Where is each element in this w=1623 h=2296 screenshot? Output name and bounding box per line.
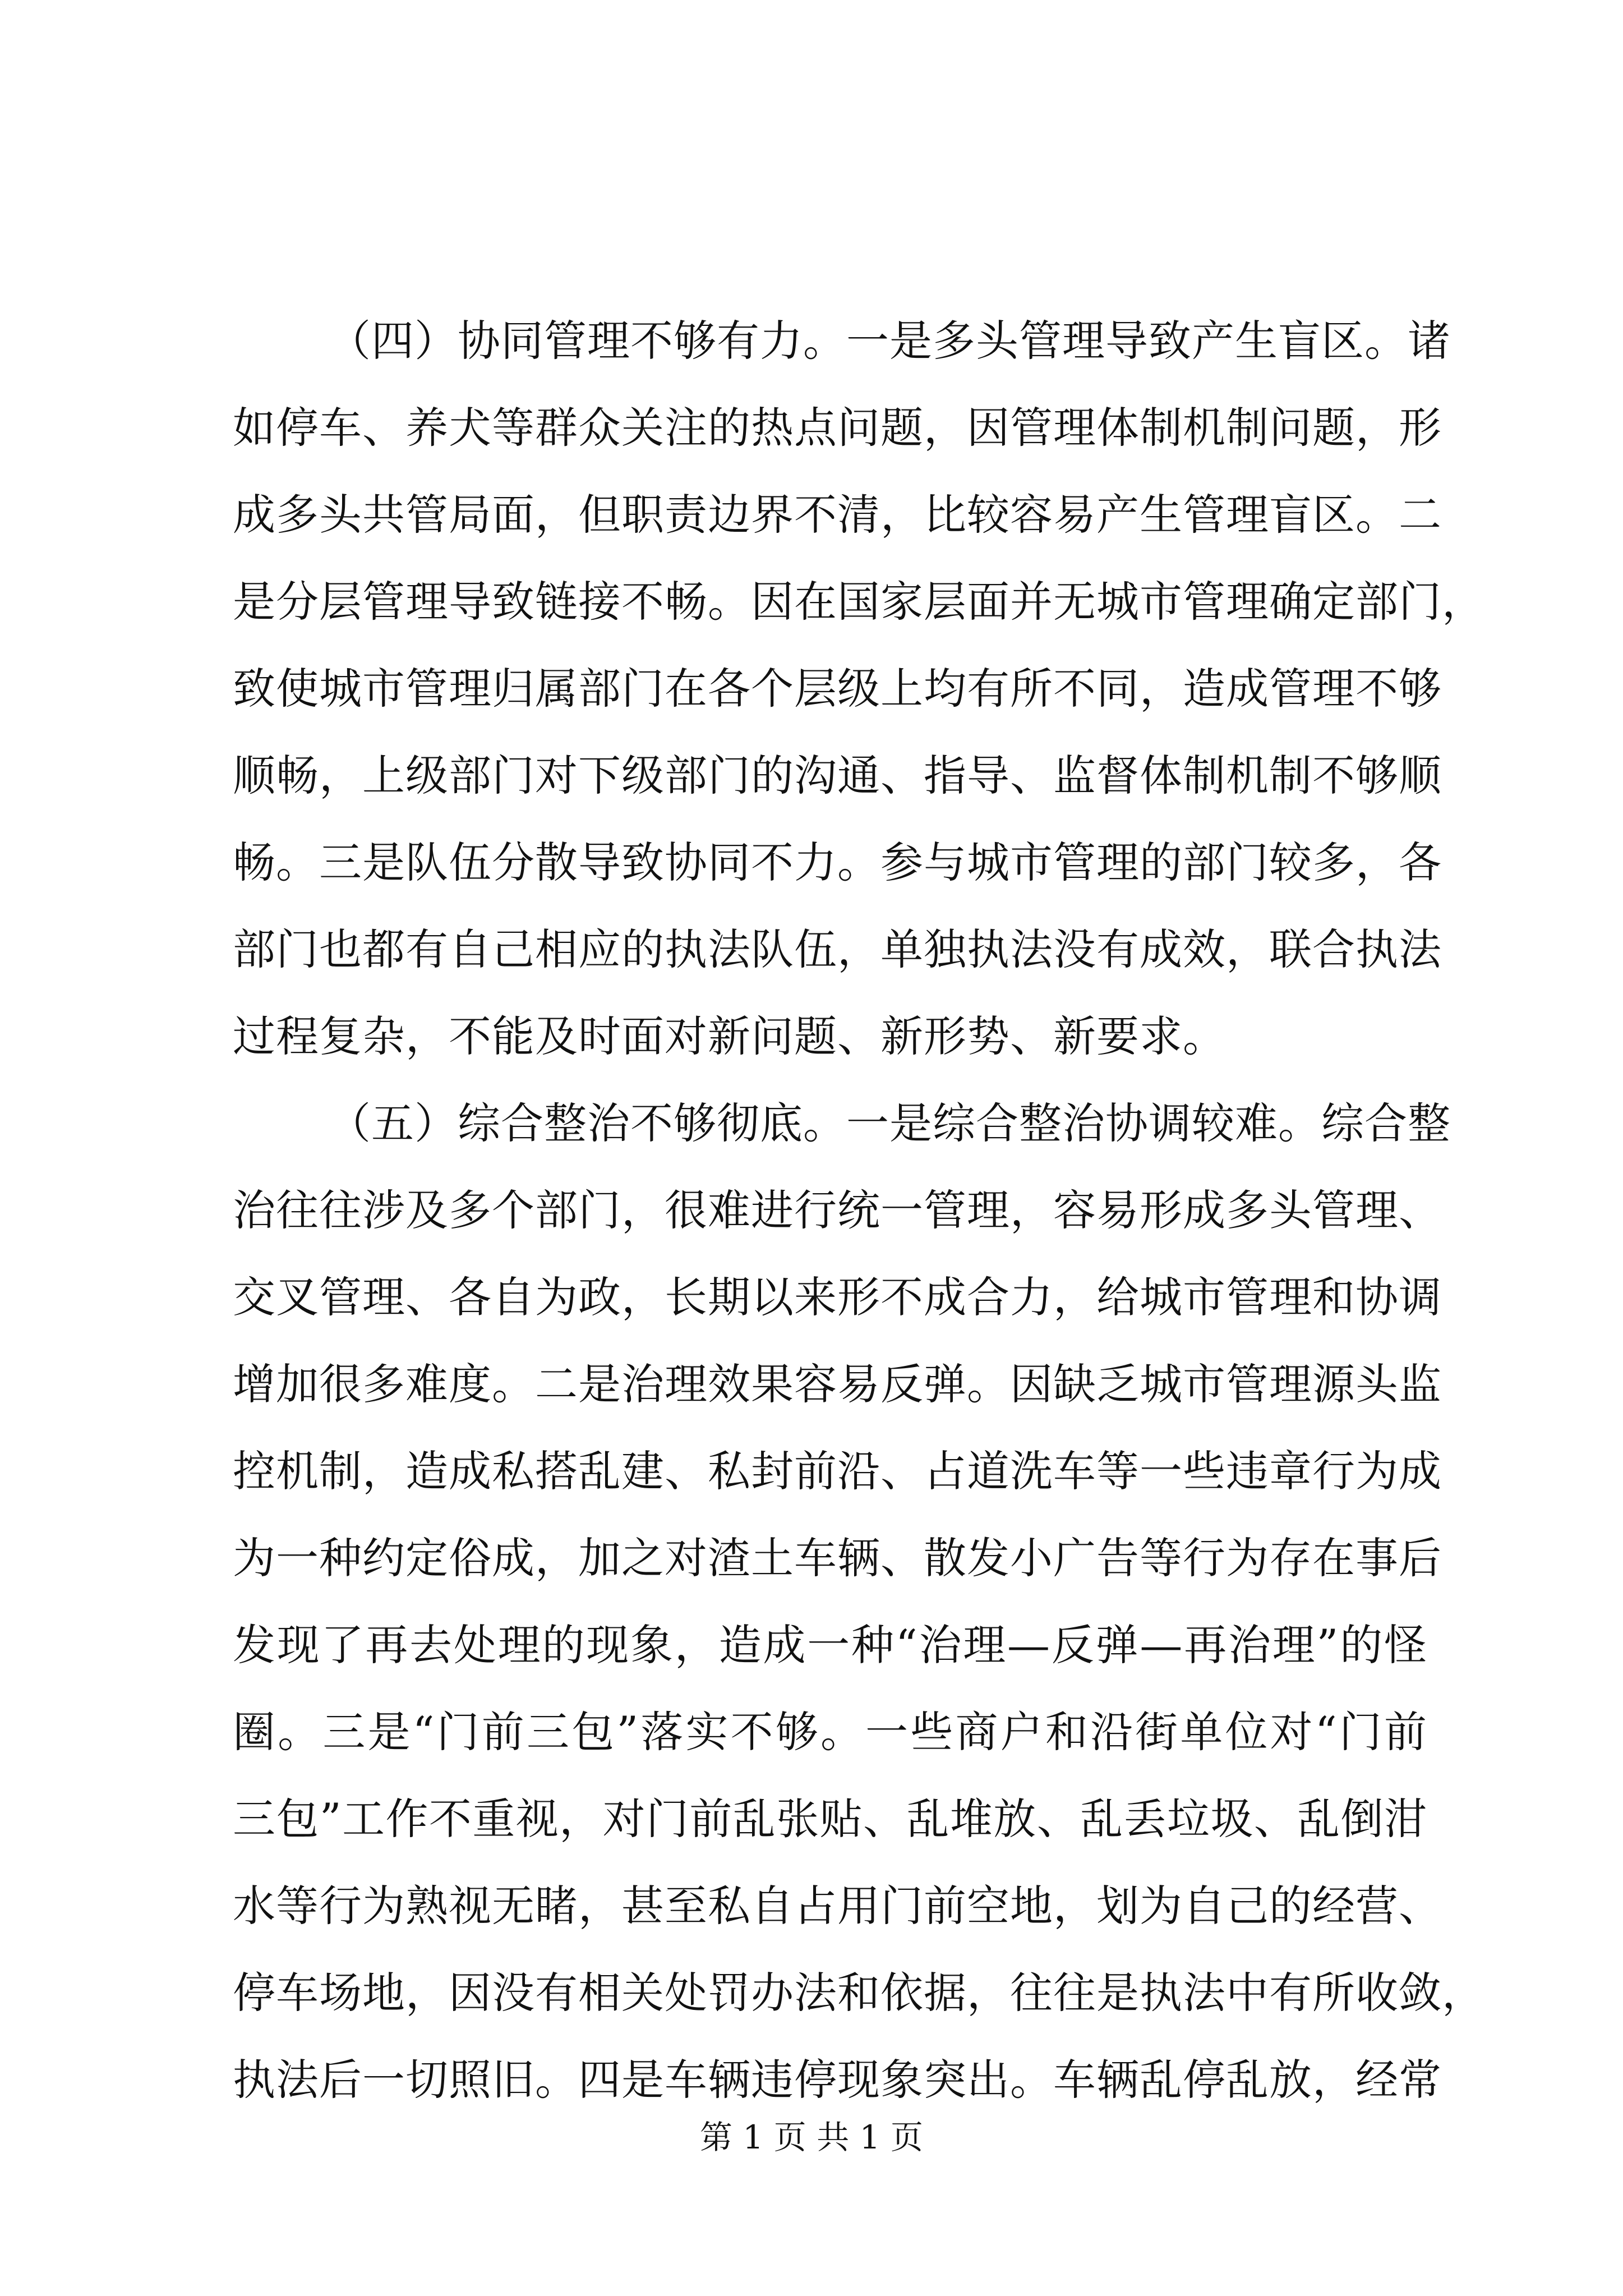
page-number-label: 第 1 页 共 1 页 — [700, 2118, 923, 2156]
text-line: 如停车、养犬等群众关注的热点问题，因管理体制机制问题，形 — [233, 403, 1442, 453]
text-line: （五）综合整治不够彻底。一是综合整治协调较难。综合整 — [328, 1098, 1451, 1148]
text-line: 过程复杂，不能及时面对新问题、新形势、新要求。 — [233, 1011, 1226, 1061]
page-footer — [0, 2118, 1623, 2157]
text-line: 畅。三是队伍分散导致协同不力。参与城市管理的部门较多，各 — [233, 838, 1442, 887]
text-line: 交叉管理、各自为政，长期以来形不成合力，给城市管理和协调 — [233, 1272, 1442, 1322]
text-line: 控机制，造成私搭乱建、私封前沿、占道洗车等一些违章行为成 — [233, 1446, 1442, 1496]
text-line: 是分层管理导致链接不畅。因在国家层面并无城市管理确定部门， — [233, 577, 1485, 627]
text-line: 增加很多难度。二是治理效果容易反弹。因缺乏城市管理源头监 — [233, 1359, 1442, 1409]
text-line: （四）协同管理不够有力。一是多头管理导致产生盲区。诸 — [328, 316, 1451, 366]
text-line: 圈。三是“门前三包”落实不够。一些商户和沿街单位对“门前 — [233, 1707, 1427, 1757]
text-line: 停车场地，因没有相关处罚办法和依据，往往是执法中有所收敛， — [233, 1968, 1485, 2018]
text-line: 三包”工作不重视，对门前乱张贴、乱堆放、乱丢垃圾、乱倒泔 — [233, 1794, 1427, 1844]
paragraph-5 — [233, 1080, 1485, 2123]
paragraph-4 — [233, 297, 1485, 1080]
text-line: 致使城市管理归属部门在各个层级上均有所不同，造成管理不够 — [233, 664, 1442, 714]
body-text — [233, 297, 1485, 2123]
text-line: 发现了再去处理的现象，造成一种“治理—反弹—再治理”的怪 — [233, 1620, 1427, 1670]
text-line: 成多头共管局面，但职责边界不清，比较容易产生管理盲区。二 — [233, 490, 1442, 540]
text-line: 执法后一切照旧。四是车辆违停现象突出。车辆乱停乱放，经常 — [233, 2055, 1442, 2105]
text-line: 治往往涉及多个部门，很难进行统一管理，容易形成多头管理、 — [233, 1185, 1442, 1235]
text-line: 顺畅，上级部门对下级部门的沟通、指导、监督体制机制不够顺 — [233, 751, 1442, 800]
text-line: 为一种约定俗成，加之对渣土车辆、散发小广告等行为存在事后 — [233, 1533, 1442, 1583]
text-line: 部门也都有自己相应的执法队伍，单独执法没有成效，联合执法 — [233, 924, 1442, 974]
text-line: 水等行为熟视无睹，甚至私自占用门前空地，划为自己的经营、 — [233, 1881, 1442, 1931]
